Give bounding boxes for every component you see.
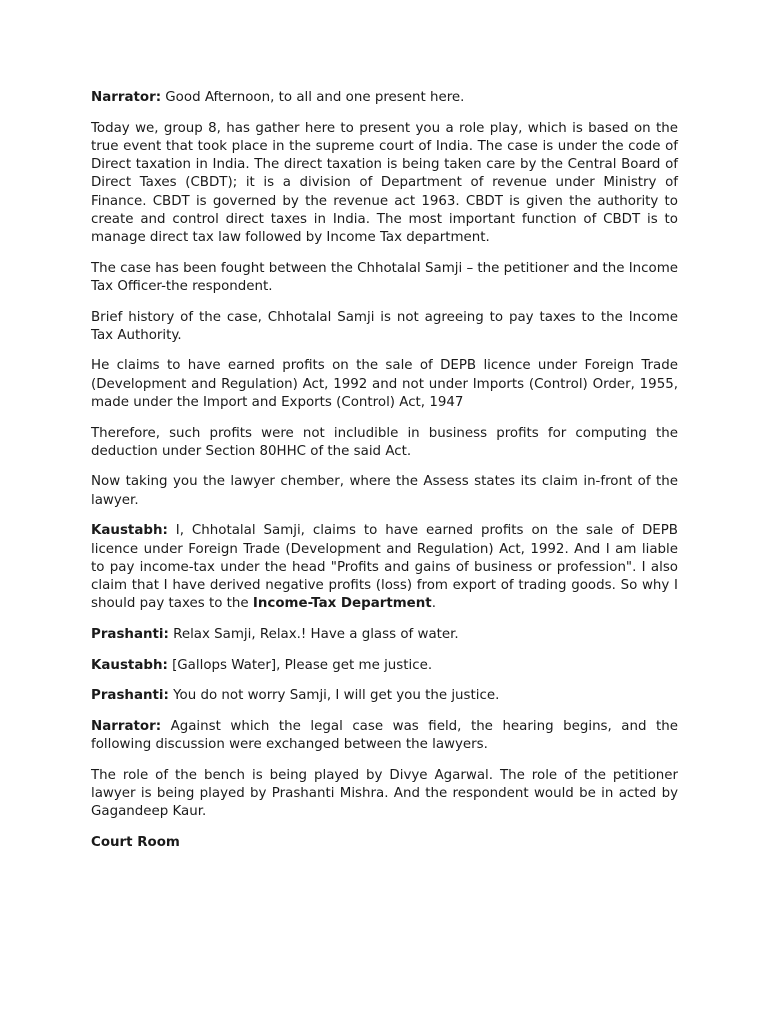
paragraph-roles	[91, 767, 678, 822]
section-heading-court-room: Court Room	[91, 835, 180, 850]
speaker-label: Narrator:	[91, 90, 162, 105]
paragraph-text: The role of the bench is being played by Divye Agarwal. The role of the petitioner lawyer is being played by Prashanti Mishra. And the respondent would be in acted by Gagandeep Kaur.	[91, 767, 678, 820]
paragraph-prashanti-reassure	[91, 687, 678, 705]
emphasis-text: Income-Tax Department	[252, 596, 432, 612]
paragraph-narrator-greeting	[91, 89, 678, 107]
paragraph-text: I, Chhotalal Samji, claims to have earned profits on the sale of DEPB licence under Foreign Trade (Development and Regulation) Act, 1992. And I am liable to pay income-tax under the head "Profits and gains of business or profession". I also claim that I have derived negative profits (loss) from export of trading goods. So why I should pay taxes to the	[91, 523, 678, 612]
paragraph-introduction	[91, 120, 678, 247]
speaker-label: Narrator:	[91, 718, 162, 734]
paragraph-text: Now taking you the lawyer chember, where the Assess states its claim in-front of the lawyer.	[91, 474, 678, 508]
paragraph-text: You do not worry Samji, I will get you the justice.	[168, 688, 500, 704]
paragraph-text: [Gallops Water], Please get me justice.	[167, 657, 433, 673]
paragraph-case-history	[91, 309, 678, 345]
paragraph-text: Against which the legal case was field, the hearing begins, and the following discussion were exchanged between the lawyers.	[91, 718, 678, 753]
speaker-label: Prashanti:	[91, 626, 169, 642]
paragraph-tail: .	[431, 596, 436, 612]
speaker-label: Prashanti:	[91, 688, 169, 704]
paragraph-text: The case has been fought between the Chhotalal Samji – the petitioner and the Income Tax Officer-the respondent.	[91, 260, 678, 294]
paragraph-deduction	[91, 425, 678, 461]
paragraph-kaustabh-claim	[91, 522, 678, 613]
paragraph-text: Good Afternoon, to all and one present here.	[161, 90, 465, 105]
paragraph-lawyer-chamber	[91, 473, 678, 509]
paragraph-prashanti-relax	[91, 626, 678, 644]
paragraph-case-parties	[91, 260, 678, 296]
paragraph-text: Relax Samji, Relax.! Have a glass of water.	[168, 626, 459, 642]
paragraph-text: Today we, group 8, has gather here to present you a role play, which is based on the true event that took place in the supreme court of India. The case is under the code of Direct taxation in India. The direct taxation is being taken care by the Central Board of Direct Taxes (CBDT); it is a division of Department of revenue under Ministry of Finance. CBDT is governed by the revenue act 1963. CBDT is given the authority to create and control direct taxes in India. The most important function of CBDT is to manage direct tax law followed by Income Tax department.	[91, 120, 678, 245]
speaker-label: Kaustabh:	[91, 523, 168, 539]
paragraph-text: He claims to have earned profits on the sale of DEPB licence under Foreign Trade (Development and Regulation) Act, 1992 and not under Imports (Control) Order, 1955, made under the Import and Exports (Control) Act, 1947	[91, 358, 678, 410]
document-body	[91, 89, 678, 865]
paragraph-narrator-hearing	[91, 718, 678, 754]
paragraph-text: Therefore, such profits were not includible in business profits for computing the deduction under Section 80HHC of the said Act.	[91, 425, 678, 459]
paragraph-text: Brief history of the case, Chhotalal Samji is not agreeing to pay taxes to the Income Tax Authority.	[91, 309, 678, 343]
speaker-label: Kaustabh:	[91, 657, 168, 673]
paragraph-kaustabh-justice	[91, 657, 678, 675]
paragraph-claim	[91, 357, 678, 412]
